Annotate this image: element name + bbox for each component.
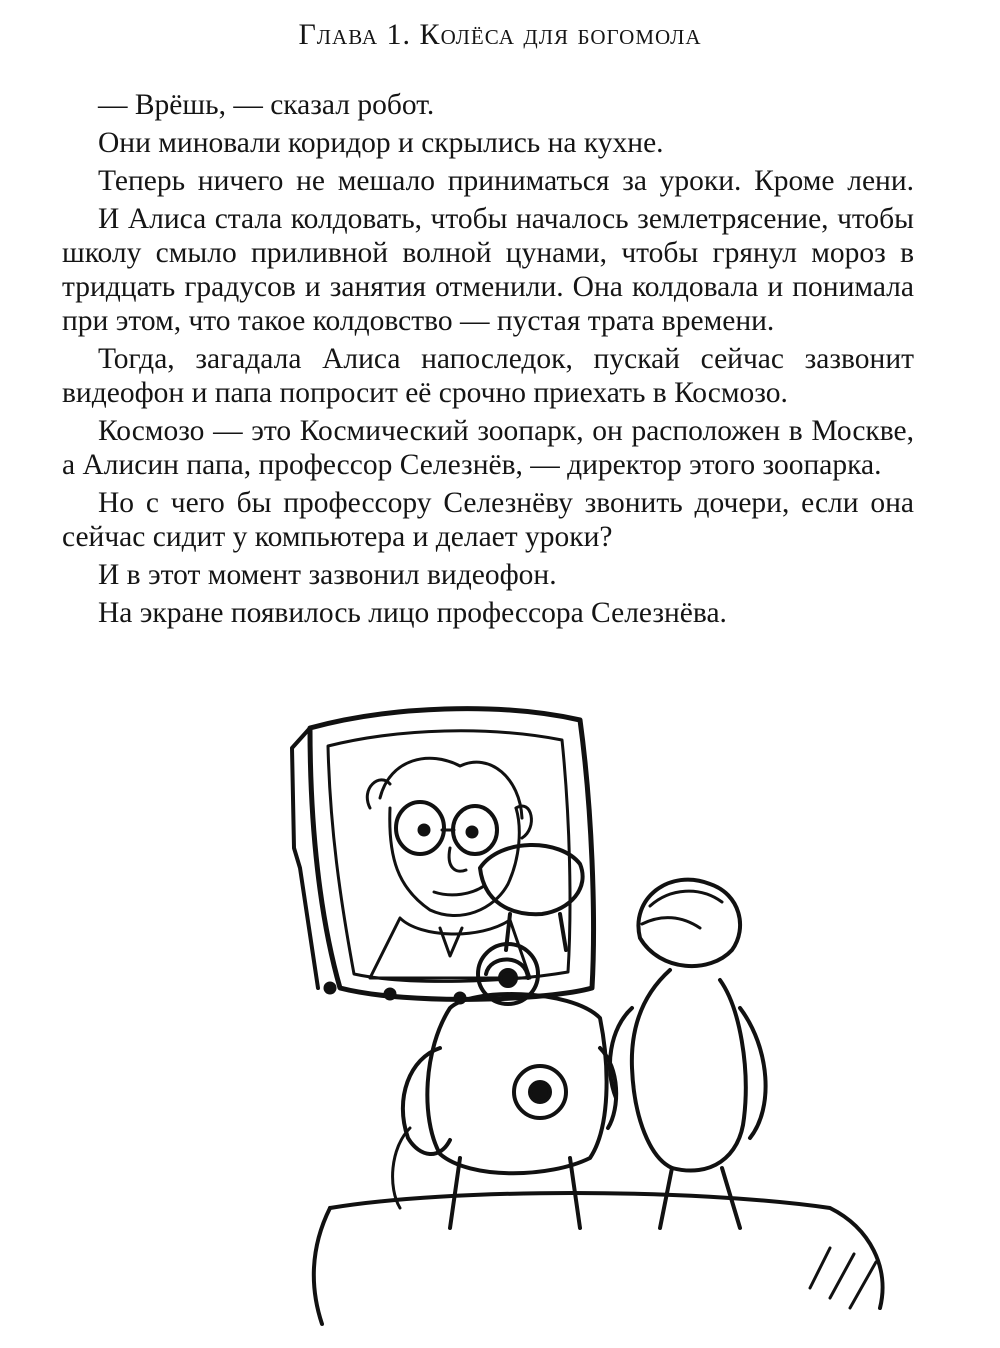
illustration-robot-girl-videophone [270,688,990,1328]
paragraph: Они миновали коридор и скрылись на кухне. [98,127,664,159]
robot [393,845,617,1228]
girl [610,880,766,1228]
paragraph: Теперь ничего не мешало приниматься за уроки. Кроме лени. [98,165,914,197]
paragraph: На экране появилось лицо профессора Селезнёва. [98,597,727,629]
videophone-screen [292,709,594,1002]
paragraph: Тогда, загадала Алиса напоследок, пускай сейчас зазвонит видеофон и папа попросит её срочно приехать в Космозо. [62,343,914,409]
paragraph: Но с чего бы профессору Селезнёву звонить дочери, если она сейчас сидит у компьютера и делает уроки? [62,487,914,553]
paragraph: И в этот момент зазвонил видеофон. [98,559,557,591]
paragraph: — Врёшь, — сказал робот. [98,89,435,121]
body-text [62,88,914,630]
paragraph: И Алиса стала колдовать, чтобы началось землетрясение, чтобы школу смыло приливной волной цунами, чтобы грянул мороз в тридцать градусов и занятия отменили. Она колдовала и понимала при этом, что такое колдовство — пустая трата времени. [62,203,914,337]
chapter-running-head: Глава 1. Колёса для богомола [298,18,702,51]
table-surface [314,1193,883,1324]
paragraph: Космозо — это Космический зоопарк, он расположен в Москве, а Алисин папа, профессор Селезнёв, — директор этого зоопарка. [62,415,914,481]
